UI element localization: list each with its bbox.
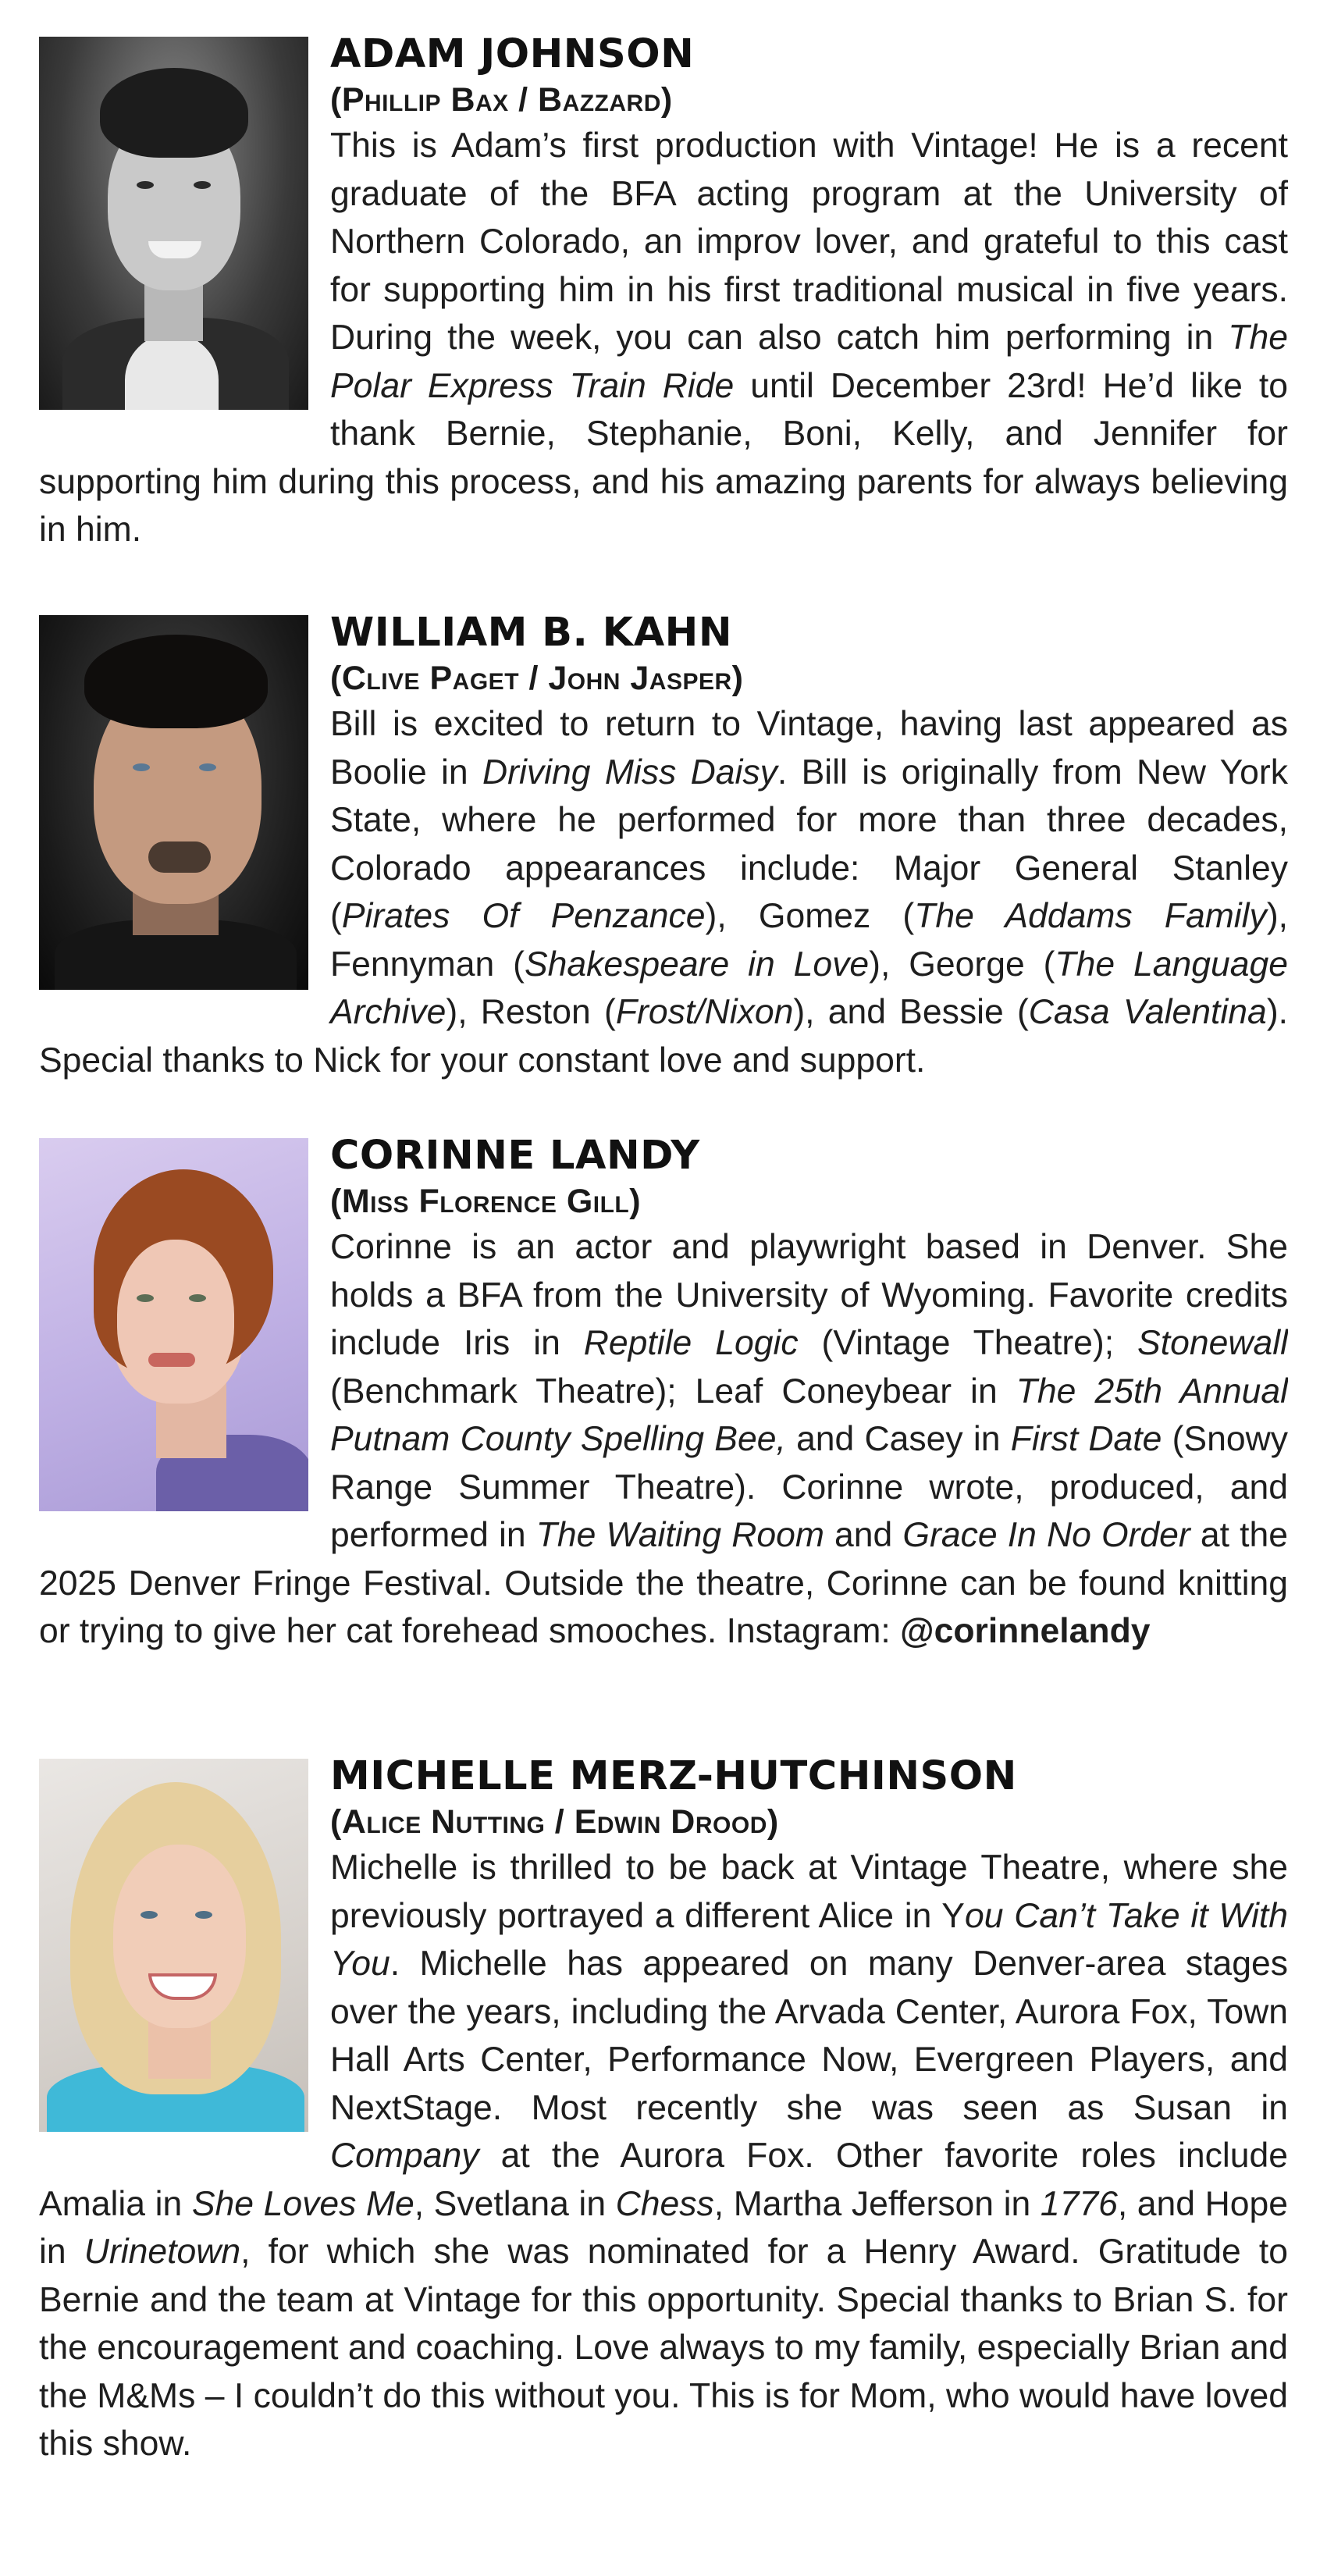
italic-title: Grace In No Order [902, 1516, 1190, 1554]
italic-title: The Language Archive [330, 945, 1288, 1031]
bio-text-run: ), Fennyman ( [330, 897, 1288, 984]
bio-text-run: , Svetlana in [414, 2184, 616, 2223]
performer-name: WILLIAM B. KAHN [330, 610, 733, 656]
social-handle: @corinnelandy [900, 1612, 1151, 1650]
bio-text-run: (Vintage Theatre); [798, 1324, 1138, 1362]
italic-title: She Loves Me [191, 2184, 414, 2223]
italic-title: ou Can’t Take it With You [330, 1896, 1288, 1983]
italic-title: First Date [1010, 1420, 1162, 1458]
italic-title: The 25th Annual Putnam County Spelling Bee, [330, 1372, 1288, 1458]
bio-text-run: , Martha Jefferson in [713, 2184, 1041, 2223]
italic-title: The Waiting Room [535, 1516, 824, 1554]
bio-text-run: at the 2025 Denver Fringe Festival. Outside the theatre, Corinne can be found knitting or trying to give her cat forehead smooches. Instagram: [39, 1516, 1288, 1650]
italic-title: Reptile Logic [583, 1324, 799, 1362]
italic-title: The Polar Express Train Ride [330, 318, 1288, 405]
performer-name: ADAM JOHNSON [330, 31, 695, 77]
bio-text-run: and [824, 1516, 903, 1554]
bio-text-run: and Casey in [785, 1420, 1011, 1458]
headshot-photo [39, 37, 308, 410]
headshot-photo [39, 1759, 308, 2132]
bio-adam-johnson [39, 31, 1288, 570]
bio-text-run: . Michelle has appeared on many Denver-area stages over the years, including the Arvada Center, Aurora Fox, Town Hall Arts Center, Performance Now, Evergreen Players, and NextStage. Most recently she was seen as Susan in [330, 1944, 1288, 2127]
bio-text-run: (Snowy Range Summer Theatre). Corinne wrote, produced, and performed in [330, 1420, 1288, 1554]
bio-text-run: ), Reston ( [446, 993, 616, 1031]
italic-title: Company [330, 2137, 479, 2175]
bio-text-run: ). Special thanks to Nick for your constant love and support. [39, 993, 1288, 1080]
character-roles: (Phillip Bax / Bazzard) [330, 81, 673, 119]
bio-text-run: at the Aurora Fox. Other favorite roles include Amalia in [39, 2137, 1288, 2223]
bio-text-run: , for which she was nominated for a Henry Award. Gratitude to Bernie and the team at Vintage for this opportunity. Special thanks to Brian S. for the encouragement and coaching. Love always to my family, especially Brian and the M&Ms – I couldn’t do this without you. This is for Mom, who would have loved this show. [39, 2233, 1288, 2463]
bio-text-run: (Benchmark Theatre); Leaf Coneybear in [330, 1372, 1016, 1411]
performer-name: MICHELLE MERZ-HUTCHINSON [330, 1753, 1017, 1799]
character-roles: (Alice Nutting / Edwin Drood) [330, 1803, 779, 1841]
italic-title: Pirates Of Penzance [341, 897, 706, 935]
bio-text-run: , and Hope in [39, 2184, 1288, 2271]
bio-text-run: Bill is excited to return to Vintage, having last appeared as Boolie in [330, 705, 1288, 792]
bio-corinne-landy [39, 1133, 1288, 1714]
bio-text-run: ), George ( [869, 945, 1055, 984]
headshot-photo [39, 1138, 308, 1511]
bio-text-run: Corinne is an actor and playwright based in Denver. She holds a BFA from the University of Wyoming. Favorite credits include Iris in [330, 1228, 1288, 1362]
character-roles: (Clive Paget / John Jasper) [330, 660, 744, 697]
italic-title: Chess [615, 2184, 714, 2223]
headshot-photo [39, 615, 308, 990]
bio-text-run: . Bill is originally from New York State, where he performed for more than three decades, Colorado appearances include: Major General Stanley ( [330, 753, 1288, 935]
italic-title: 1776 [1040, 2184, 1118, 2223]
italic-title: Urinetown [84, 2233, 241, 2271]
italic-title: Driving Miss Daisy [482, 753, 777, 792]
bio-text-run: until December 23rd! He’d like to thank Bernie, Stephanie, Boni, Kelly, and Jennifer for supporting him during this process, and his amazing parents for always believing in him. [39, 366, 1288, 549]
bio-michelle-merz-hutchinson [39, 1753, 1288, 2503]
italic-title: The Addams Family [914, 897, 1267, 935]
italic-title: Frost/Nixon [615, 993, 794, 1031]
italic-title: Shakespeare in Love [524, 945, 870, 984]
italic-title: Casa Valentina [1028, 993, 1267, 1031]
performer-name: CORINNE LANDY [330, 1133, 700, 1179]
bio-text-run: ), Gomez ( [705, 897, 915, 935]
cast-bios-page [39, 31, 1288, 2503]
bio-william-kahn [39, 610, 1288, 1094]
bio-text-run: Michelle is thrilled to be back at Vintage Theatre, where she previously portrayed a different Alice in Y [330, 1848, 1288, 1935]
bio-text-run: ), and Bessie ( [793, 993, 1029, 1031]
character-roles: (Miss Florence Gill) [330, 1183, 642, 1220]
italic-title: Stonewall [1137, 1324, 1288, 1362]
bio-text-run: This is Adam’s first production with Vintage! He is a recent graduate of the BFA acting program at the University of Northern Colorado, an improv lover, and grateful to this cast for supporting him in his first traditional musical in five years. During the week, you can also catch him performing in [330, 126, 1288, 357]
